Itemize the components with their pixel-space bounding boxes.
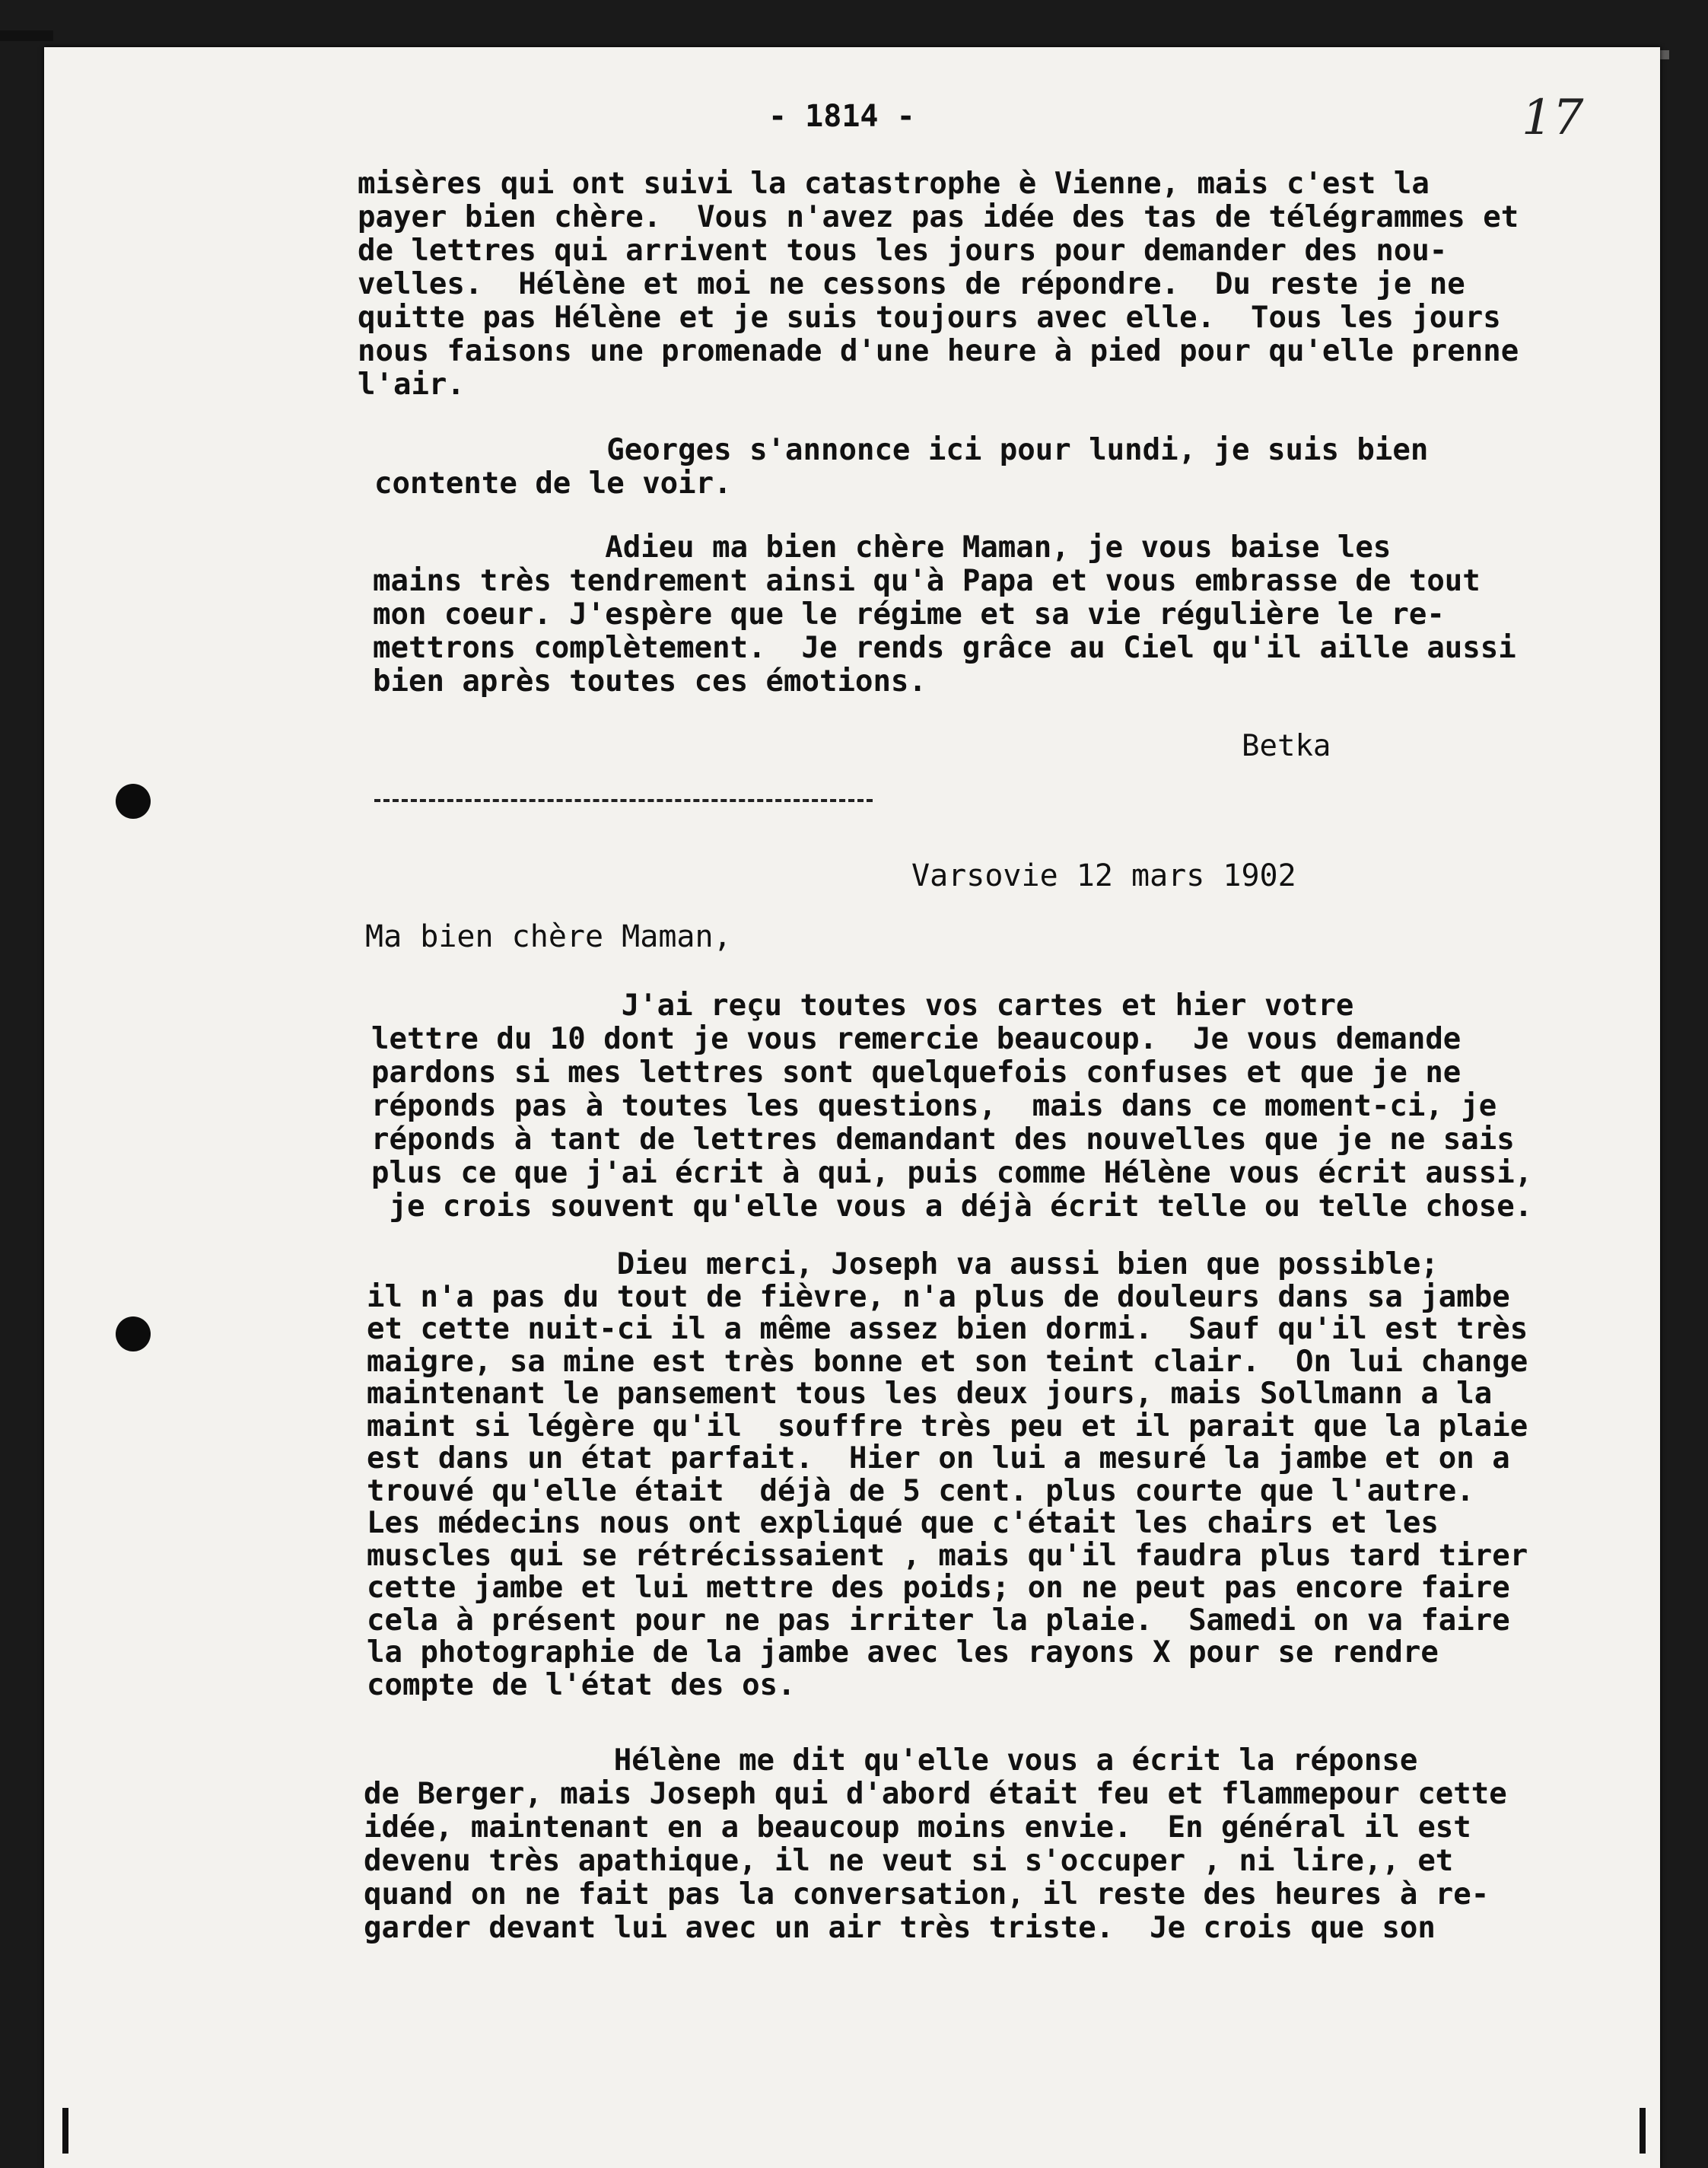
text-line: la photographie de la jambe avec les rayons X pour se rendre xyxy=(367,1635,1439,1670)
text-line: quitte pas Hélène et je suis toujours avec elle. Tous les jours xyxy=(358,301,1501,335)
punch-hole-lower xyxy=(116,1316,151,1351)
text-line: misères qui ont suivi la catastrophe è Vienne, mais c'est la xyxy=(358,167,1430,201)
text-line: bien après toutes ces émotions. xyxy=(373,664,927,699)
text-line: réponds à tant de lettres demandant des nouvelles que je ne sais xyxy=(371,1122,1515,1157)
text-line: et cette nuit-ci il a même assez bien dormi. Sauf qu'il est très xyxy=(367,1312,1528,1346)
text-line: je crois souvent qu'elle vous a déjà écrit telle ou telle chose. xyxy=(371,1189,1533,1224)
signature: Betka xyxy=(1242,729,1331,763)
text-line: mettrons complètement. Je rends grâce au Ciel qu'il aille aussi xyxy=(373,631,1516,665)
binding-mark-bottom-right xyxy=(1640,2108,1646,2154)
text-line: cette jambe et lui mettre des poids; on ne peut pas encore faire xyxy=(367,1571,1510,1605)
text-line: quand on ne fait pas la conversation, il reste des heures à re- xyxy=(364,1877,1490,1912)
text-line: mon coeur. J'espère que le régime et sa vie régulière le re- xyxy=(373,597,1445,632)
text-line: nous faisons une promenade d'une heure à pied pour qu'elle prenne xyxy=(358,334,1519,368)
text-line: il n'a pas du tout de fièvre, n'a plus de douleurs dans sa jambe xyxy=(367,1279,1510,1314)
text-line: maint si légère qu'il souffre très peu et il parait que la plaie xyxy=(367,1409,1528,1444)
text-line: mains très tendrement ainsi qu'à Papa et vous embrasse de tout xyxy=(373,564,1481,598)
text-line: lettre du 10 dont je vous remercie beaucoup. Je vous demande xyxy=(371,1022,1462,1056)
text-line: réponds pas à toutes les questions, mais dans ce moment-ci, je xyxy=(371,1089,1497,1123)
text-line: maigre, sa mine est très bonne et son teint clair. On lui change xyxy=(367,1344,1528,1379)
handwritten-folio-number: 17 xyxy=(1522,90,1584,146)
text-line: plus ce que j'ai écrit à qui, puis comme Hélène vous écrit aussi, xyxy=(371,1156,1533,1190)
text-line: compte de l'état des os. xyxy=(367,1667,796,1702)
text-line: garder devant lui avec un air très triste. Je crois que son xyxy=(364,1911,1436,1945)
text-line: devenu très apathique, il ne veut si s'occuper , ni lire,, et xyxy=(364,1844,1454,1878)
text-line: muscles qui se rétrécissaient , mais qu'il faudra plus tard tirer xyxy=(367,1538,1528,1573)
binding-mark-top-left xyxy=(0,30,53,41)
text-line: contente de le voir. xyxy=(374,466,732,501)
page-number: - 1814 - xyxy=(768,99,915,134)
text-line: Hélène me dit qu'elle vous a écrit la réponse xyxy=(364,1743,1418,1778)
text-line: l'air. xyxy=(358,368,465,402)
dashed-divider xyxy=(374,799,873,802)
text-line: Dieu merci, Joseph va aussi bien que possible; xyxy=(367,1247,1439,1281)
text-line: Adieu ma bien chère Maman, je vous baise les xyxy=(373,530,1392,565)
text-line: de Berger, mais Joseph qui d'abord était feu et flammepour cette xyxy=(364,1777,1507,1811)
text-line: velles. Hélène et moi ne cessons de répondre. Du reste je ne xyxy=(358,267,1465,301)
punch-hole-upper xyxy=(116,784,151,819)
text-line: est dans un état parfait. Hier on lui a mesuré la jambe et on a xyxy=(367,1441,1510,1476)
text-line: J'ai reçu toutes vos cartes et hier votre xyxy=(371,988,1354,1023)
text-line: maintenant le pansement tous les deux jours, mais Sollmann a la xyxy=(367,1377,1493,1411)
dateline: Varsovie 12 mars 1902 xyxy=(911,858,1296,893)
text-line: pardons si mes lettres sont quelquefois confuses et que je ne xyxy=(371,1055,1462,1090)
text-line: payer bien chère. Vous n'avez pas idée des tas de télégrammes et xyxy=(358,200,1519,234)
text-line: cela à présent pour ne pas irriter la plaie. Samedi on va faire xyxy=(367,1603,1510,1638)
text-line: Georges s'annonce ici pour lundi, je suis bien xyxy=(374,433,1429,467)
text-line: idée, maintenant en a beaucoup moins envie. En général il est xyxy=(364,1810,1471,1845)
text-line: de lettres qui arrivent tous les jours pour demander des nou- xyxy=(358,234,1448,268)
text-line: trouvé qu'elle était déjà de 5 cent. plus courte que l'autre. xyxy=(367,1473,1474,1508)
salutation: Ma bien chère Maman, xyxy=(365,919,732,954)
text-line: Les médecins nous ont expliqué que c'était les chairs et les xyxy=(367,1506,1439,1540)
binding-mark-bottom-left xyxy=(62,2108,68,2154)
